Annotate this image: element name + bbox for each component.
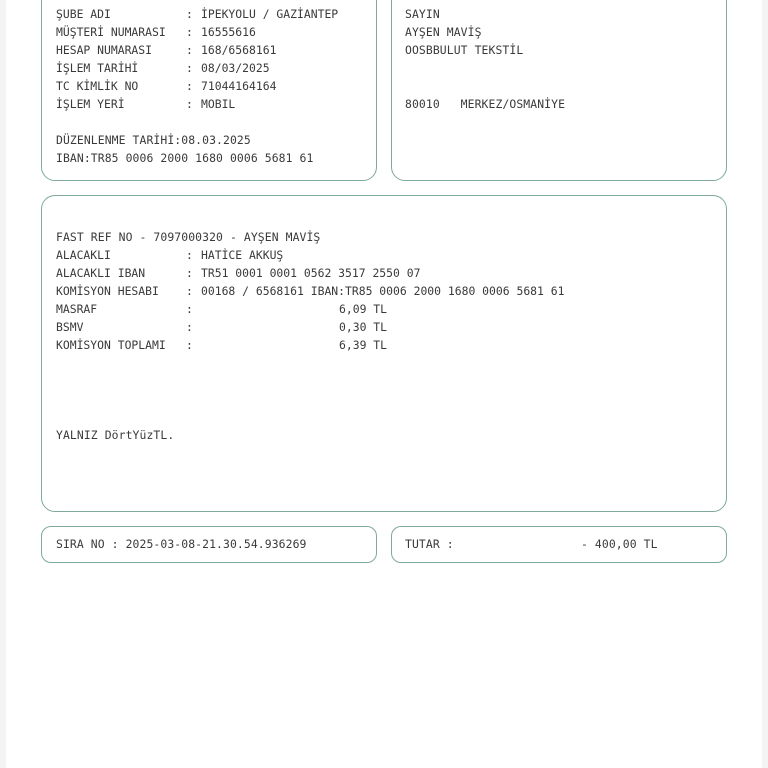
bsmv-value: 0,30 TL [339, 320, 388, 334]
transaction-place-value: MOBIL [201, 97, 236, 111]
customer-number-label: MÜŞTERİ NUMARASI [56, 25, 166, 39]
fee-label: MASRAF [56, 302, 98, 316]
sequence-label: SIRA NO [56, 537, 105, 551]
account-iban: IBAN:TR85 0006 2000 1680 0006 5681 61 [56, 151, 314, 165]
colon: : [186, 7, 193, 21]
salutation: SAYIN [405, 7, 440, 21]
colon: : [186, 320, 193, 334]
total-value: - 400,00 TL [581, 537, 658, 551]
commission-total-value: 6,39 TL [339, 338, 388, 352]
colon: : [186, 284, 193, 298]
sequence-value: 2025-03-08-21.30.54.936269 [125, 537, 307, 551]
colon: : [186, 43, 193, 57]
transaction-date-label: İŞLEM TARİHİ [56, 61, 139, 75]
colon: : [186, 302, 193, 316]
colon: : [186, 79, 193, 93]
colon: : [186, 61, 193, 75]
id-number-label: TC KİMLİK NO [56, 79, 139, 93]
commission-account-value: 00168 / 6568161 IBAN:TR85 0006 2000 1680 0006 5681 61 [201, 284, 565, 298]
amount-in-words: YALNIZ DörtYüzTL. [56, 428, 175, 442]
branch-label: ŞUBE ADI [56, 7, 111, 21]
payee-iban-value: TR51 0001 0001 0562 3517 2550 07 [201, 266, 421, 280]
id-number-value: 71044164164 [201, 79, 277, 93]
colon: : [186, 97, 193, 111]
total-label: TUTAR : [405, 537, 454, 551]
colon: : [186, 248, 193, 262]
issue-date: DÜZENLENME TARİHİ:08.03.2025 [56, 133, 251, 147]
fee-value: 6,09 TL [339, 302, 388, 316]
recipient-company: OOSBBULUT TEKSTİL [405, 43, 524, 57]
fast-ref: FAST REF NO - 7097000320 - AYŞEN MAVİŞ [56, 230, 321, 244]
colon: : [186, 25, 193, 39]
colon: : [186, 338, 193, 352]
sequence-number: SIRA NO : 2025-03-08-21.30.54.936269 [56, 537, 307, 551]
colon: : [186, 266, 193, 280]
account-number-label: HESAP NUMARASI [56, 43, 153, 57]
transaction-place-label: İŞLEM YERİ [56, 97, 125, 111]
payee-value: HATİCE AKKUŞ [201, 248, 284, 262]
payee-label: ALACAKLI [56, 248, 111, 262]
customer-number-value: 16555616 [201, 25, 256, 39]
recipient-name: AYŞEN MAVİŞ [405, 25, 482, 39]
receipt-page [6, 0, 762, 768]
account-number-value: 168/6568161 [201, 43, 277, 57]
commission-total-label: KOMİSYON TOPLAMI [56, 338, 166, 352]
transaction-date-value: 08/03/2025 [201, 61, 270, 75]
commission-account-label: KOMİSYON HESABI [56, 284, 159, 298]
payee-iban-label: ALACAKLI IBAN [56, 266, 146, 280]
bsmv-label: BSMV [56, 320, 84, 334]
recipient-address: 80010 MERKEZ/OSMANİYE [405, 97, 566, 111]
branch-value: İPEKYOLU / GAZİANTEP [201, 7, 339, 21]
